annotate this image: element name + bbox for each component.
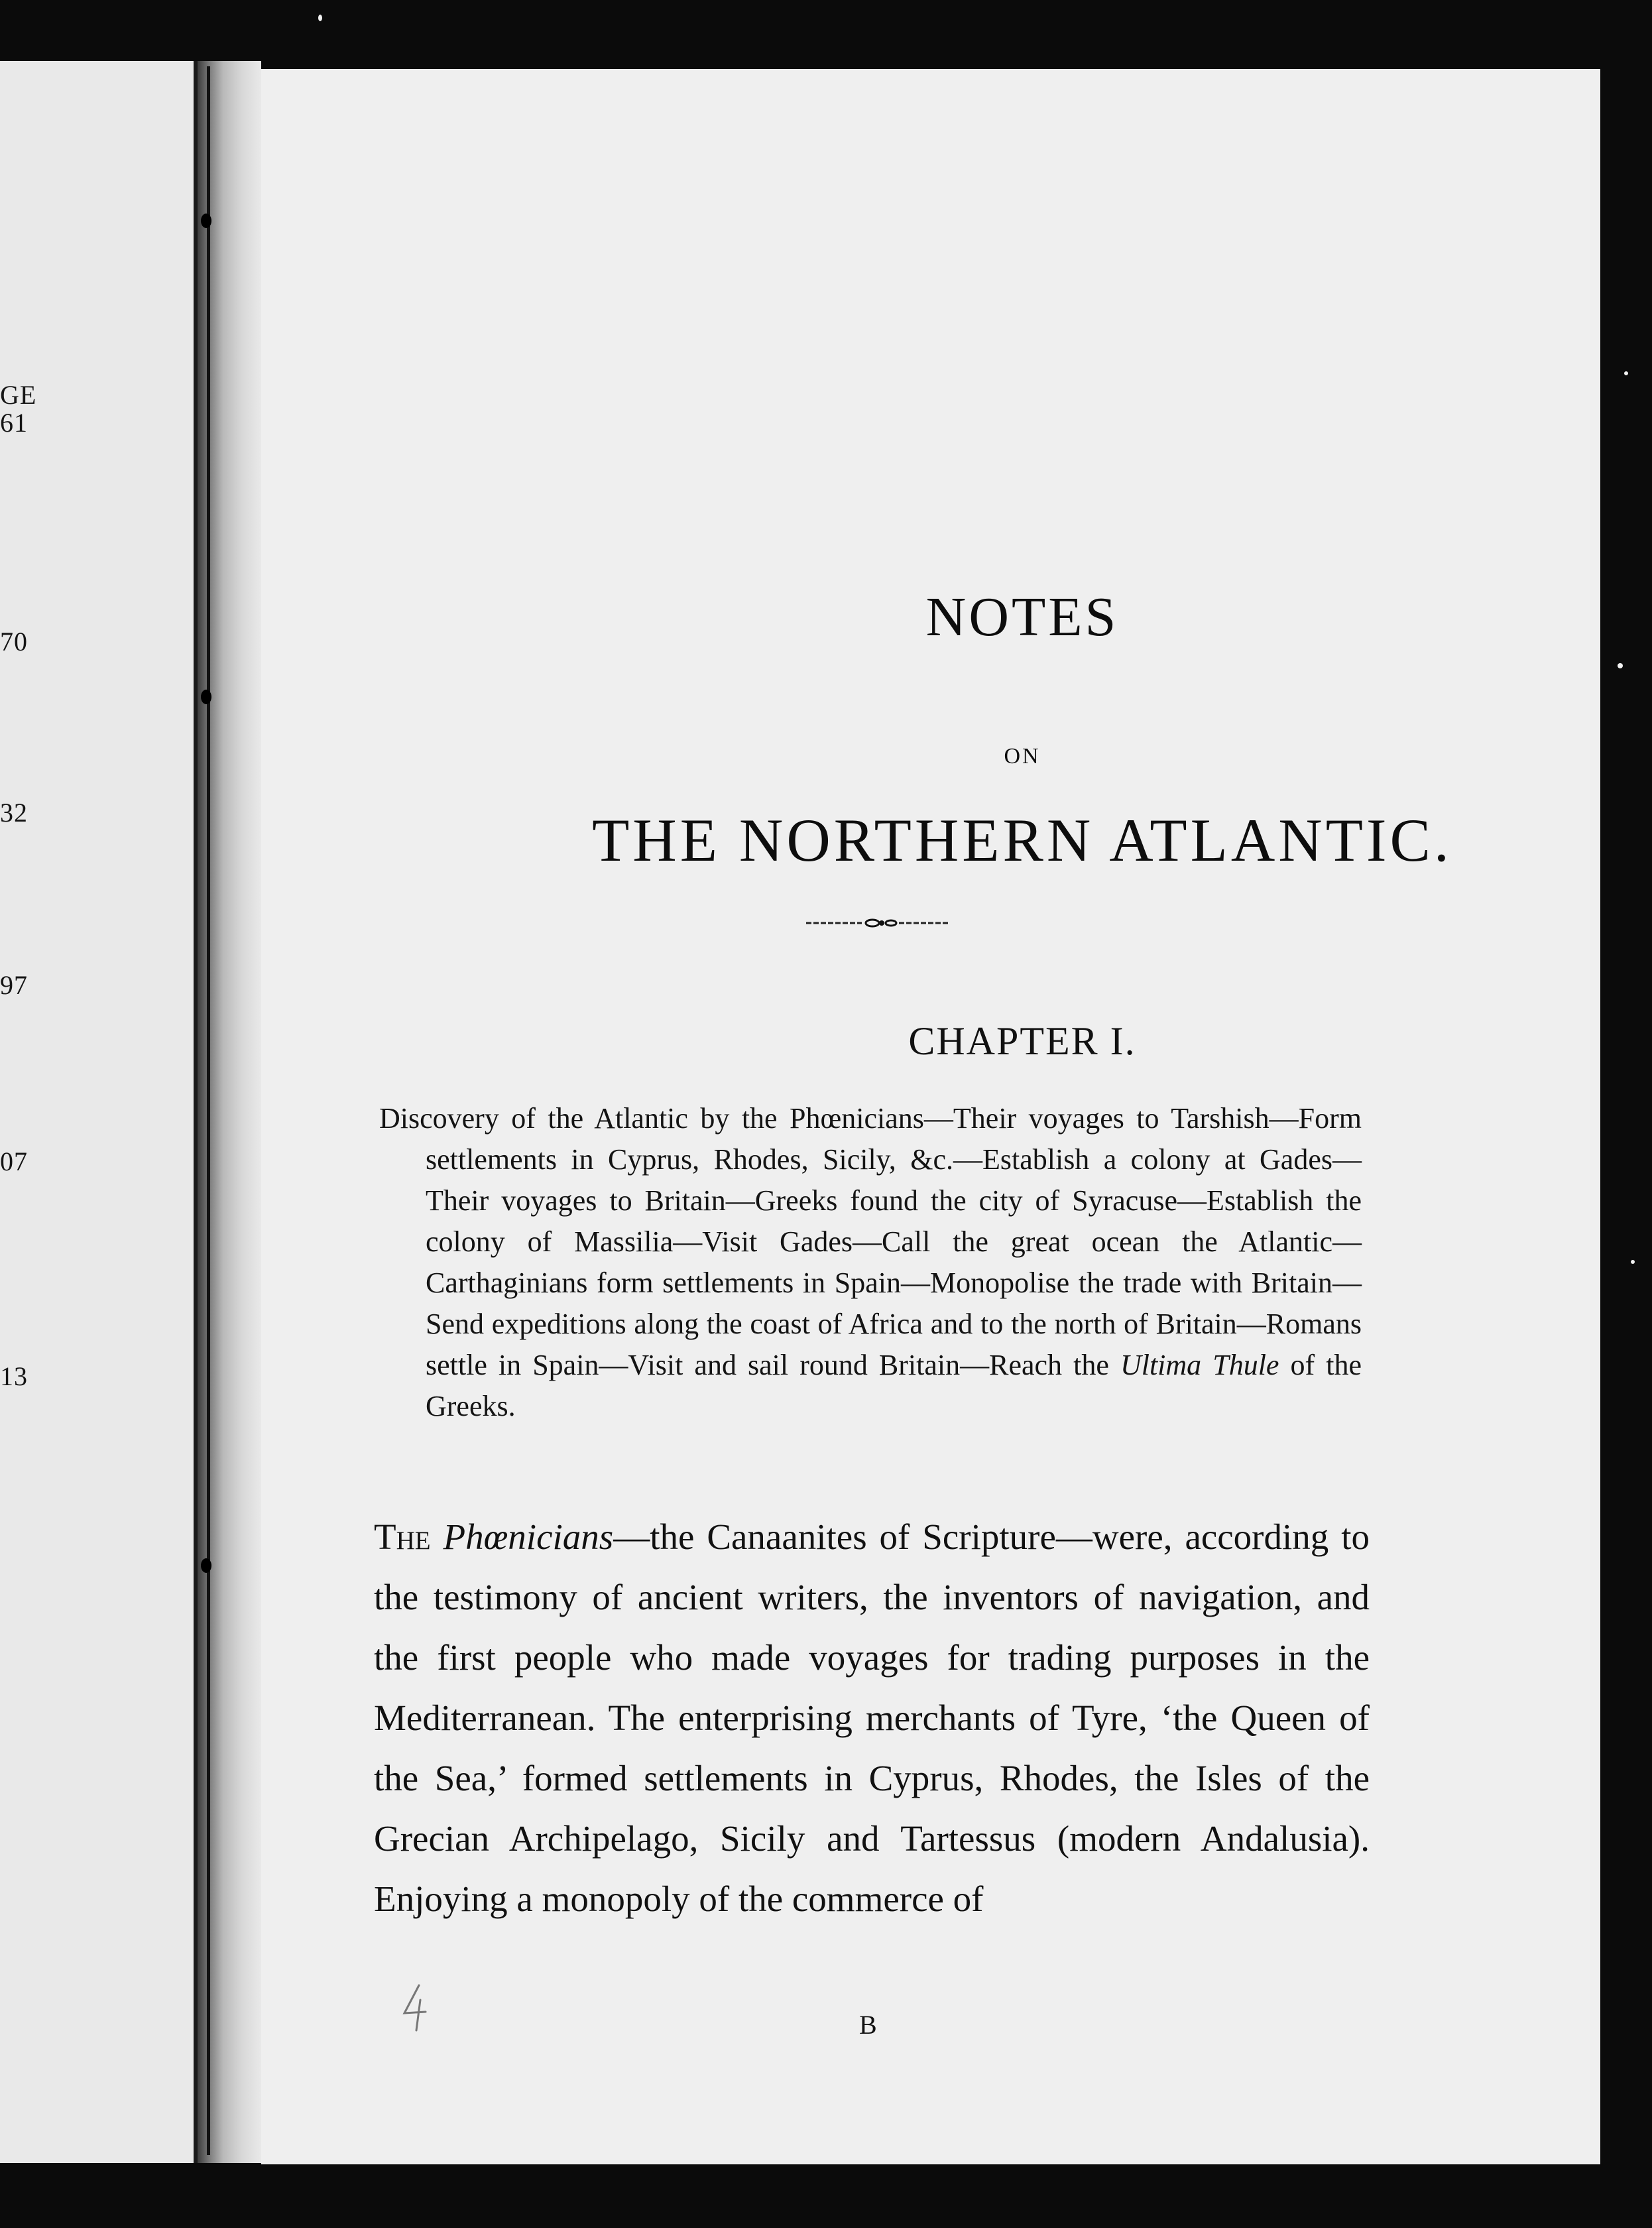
scan-speck xyxy=(1618,663,1623,668)
signature-mark: B xyxy=(859,2010,877,2040)
main-page xyxy=(261,69,1600,2164)
chapter-heading: CHAPTER I. xyxy=(908,1019,1136,1063)
ornamental-rule xyxy=(806,918,949,928)
chapter-summary xyxy=(379,1098,1362,1427)
body-paragraph xyxy=(374,1507,1370,1929)
left-page-number: 70 xyxy=(0,627,28,656)
left-page-header-fragment: GE xyxy=(0,380,37,410)
scan-speck xyxy=(318,15,322,21)
chapter-summary-text: Discovery of the Atlantic by the Phœnicians—Their voyages to Tarshish—Form settlements in Cyprus, Rhodes, Sicily, &c.—Establish a colony at Gades—Their voyages to Britain—Greeks found the city of Syracuse—Establish the colony of Massilia—Visit Gades—Call the great ocean the Atlantic—Carthaginians form settlements in Spain—Monopolise the trade with Britain—Send expeditions along the coast of Africa and to the north of Britain—Romans settle in Spain—Visit and sail round Britain—Reach the xyxy=(379,1102,1362,1381)
title-line-main: THE NORTHERN ATLANTIC. xyxy=(592,806,1452,874)
left-page-number: 97 xyxy=(0,970,28,1000)
body-text: —the Canaanites of Scripture—were, according to the testimony of ancient writers, the inventors of navigation, and the first people who made voyages for trading purposes in the Mediterranean. The enterprising merchants of Tyre, ‘the Queen of the Sea,’ formed settlements in Cyprus, Rhodes, the Isles of the Grecian Archipelago, Sicily and Tartessus (modern Andalusia). Enjoying a monopoly of the commerce of xyxy=(374,1516,1370,1919)
chapter-summary-italic: Ultima Thule xyxy=(1120,1349,1279,1381)
left-page-number: 32 xyxy=(0,798,28,828)
binding-thread-knot xyxy=(201,690,211,704)
scan-speck xyxy=(1624,371,1628,375)
body-lead-smallcaps: The xyxy=(374,1516,431,1557)
title-line-notes: NOTES xyxy=(925,586,1119,648)
gutter-crease xyxy=(207,66,210,2155)
left-page-number: 13 xyxy=(0,1361,28,1391)
chapter-summary-text-end: of the Greeks. xyxy=(426,1349,1362,1422)
left-facing-page xyxy=(0,61,198,2163)
binding-thread-knot xyxy=(201,214,211,228)
binding-thread-knot xyxy=(201,1558,211,1573)
scan-speck xyxy=(1631,1260,1635,1264)
left-page-number: 61 xyxy=(0,408,28,438)
body-lead-italic: Phœnicians xyxy=(443,1516,614,1557)
handwritten-pencil-mark xyxy=(396,1981,436,2034)
left-page-number: 07 xyxy=(0,1146,28,1176)
title-line-on: ON xyxy=(1004,744,1041,769)
